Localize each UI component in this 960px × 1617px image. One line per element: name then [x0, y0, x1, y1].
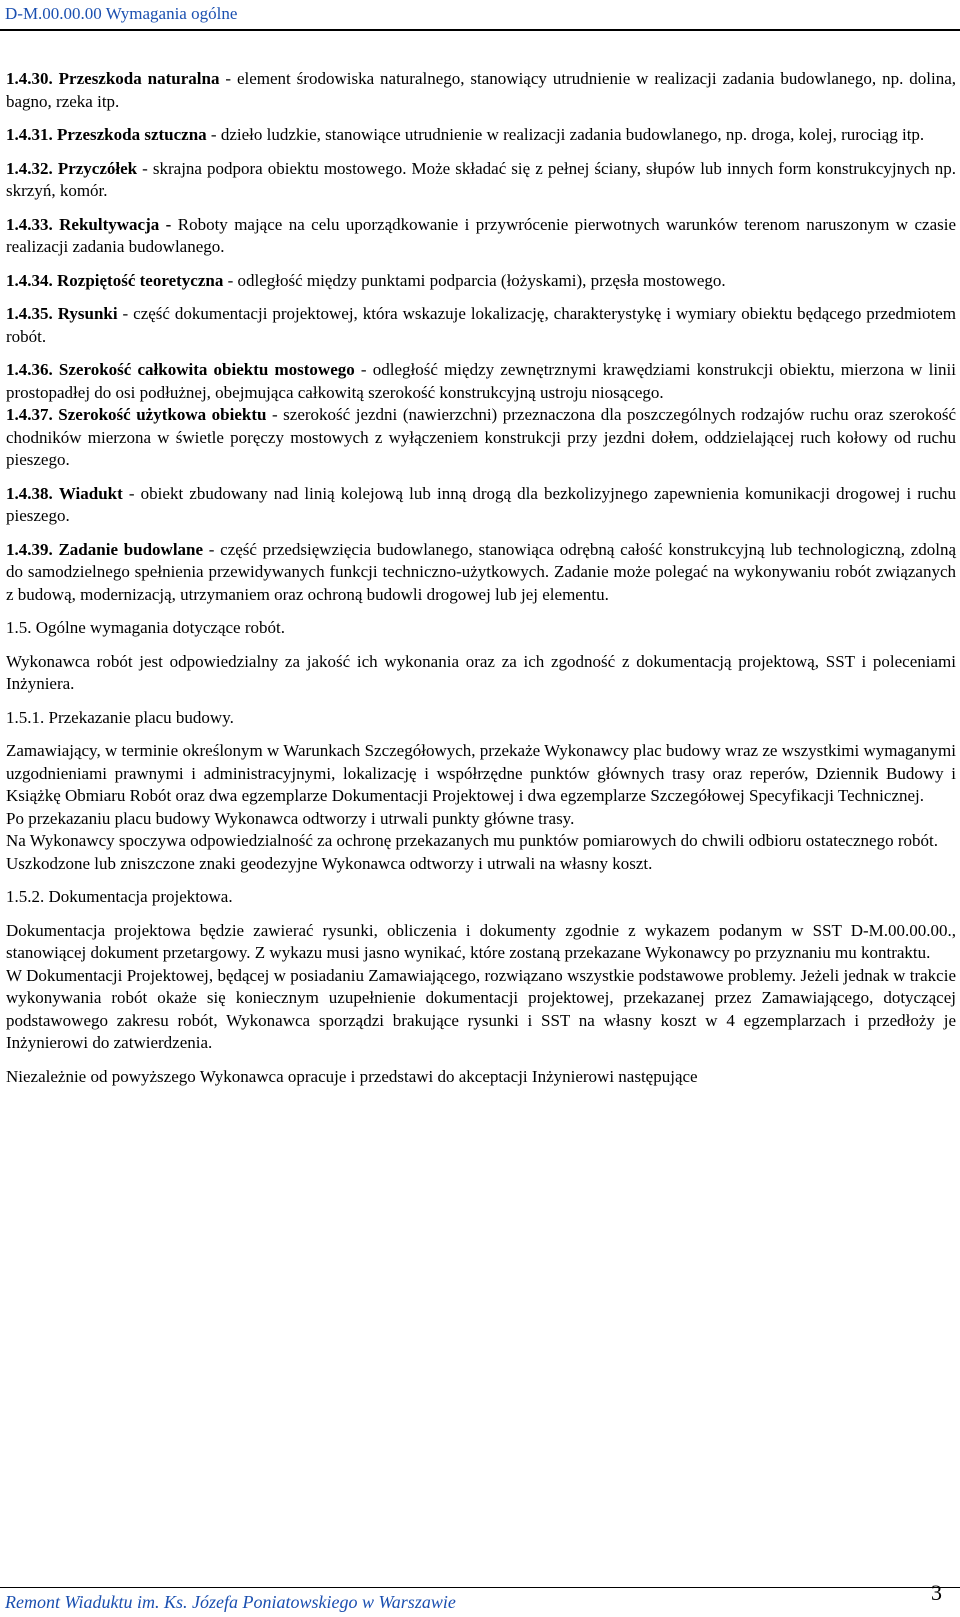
definition-text: - szerokość jezdni (nawierzchni) przeznaczona dla poszczególnych rodzajów ruchu oraz szerokość chodników mierzona w świetle poręczy mostowych z wyłączeniem konstrukcji przy jezdni dołem, oddzielającej ruch kołowy od ruchu pieszego. — [6, 405, 957, 469]
definition-term: Rekultywacja - — [59, 214, 172, 234]
definition-item — [6, 404, 956, 472]
definition-item — [6, 539, 956, 607]
definition-text: Roboty mające na celu uporządkowanie i przywrócenie pierwotnych warunków terenom naruszonym w czasie realizacji zadania budowlanego. — [6, 214, 956, 256]
definition-term: Szerokość użytkowa obiektu — [58, 405, 267, 424]
definition-item — [6, 124, 956, 147]
definition-term: Rysunki — [57, 304, 118, 323]
definition-text: - część przedsięwzięcia budowlanego, stanowiąca odrębną całość konstrukcyjną lub technologiczną, zdolną do samodzielnego spełnienia przewidywanych funkcji techniczno-użytkowych. Zadanie może polegać na wykonywaniu robót związanych z budową, modernizacją, utrzymaniem oraz ochroną budowli drogowej lub jej elementu. — [6, 539, 956, 604]
definition-number: 1.4.38. — [6, 483, 53, 503]
footer-title: Remont Wiaduktu im. Ks. Józefa Poniatowskiego w Warszawie — [5, 1592, 456, 1612]
definition-number: 1.4.39. — [6, 539, 53, 559]
definition-text: - element środowiska naturalnego, stanowiący utrudnienie w realizacji zadania budowlanego, np. dolina, bagno, rzeka itp. — [6, 69, 957, 111]
section-1-5-2-paragraph: Niezależnie od powyższego Wykonawca opracuje i przedstawi do akceptacji Inżynierowi następujące — [6, 1066, 698, 1086]
definition-number: 1.4.36. — [6, 360, 53, 379]
document-header: D-M.00.00.00 Wymagania ogólne — [5, 4, 238, 23]
definition-item — [6, 483, 956, 528]
definition-number: 1.4.37. — [6, 405, 53, 424]
section-1-5-heading: 1.5. Ogólne wymagania dotyczące robót. — [6, 618, 285, 637]
section-1-5-1-paragraph: Zamawiający, w terminie określonym w Warunkach Szczegółowych, przekaże Wykonawcy plac budowy wraz ze wszystkimi wymaganymi uzgodnieniami prawnymi i administracyjnymi, lokalizację i współrzędne punktów głównych trasy oraz reperów, Dziennik Budowy i Książkę Obmiaru Robót oraz dwa egzemplarze Dokumentacji Projektowej i dwa egzemplarze Szczegółowej Specyfikacji Technicznej. — [6, 741, 956, 805]
definition-item — [6, 214, 956, 259]
section-1-5-2-paragraph: Dokumentacja projektowa będzie zawierać rysunki, obliczenia i dokumenty zgodnie z wykazem podanym w SST D-M.00.00.00., stanowiącej dokument przetargowy. Z wykazu musi jasno wynikać, które zostaną przekazane Wykonawcy po przyznaniu mu kontraktu. — [6, 920, 956, 962]
definition-item — [6, 270, 956, 293]
page-number: 3 — [931, 1580, 942, 1605]
definition-term: Przyczółek — [57, 158, 138, 178]
definition-number: 1.4.34. — [6, 270, 53, 290]
section-1-5-2-heading: 1.5.2. Dokumentacja projektowa. — [6, 887, 233, 906]
footer-divider — [0, 1587, 960, 1588]
definition-term: Rozpiętość teoretyczna — [57, 270, 224, 290]
definition-text: - odległość między punktami podparcia (łożyskami), przęsła mostowego. — [223, 270, 726, 290]
definition-text: - odległość między zewnętrznymi krawędziami konstrukcji obiektu, mierzona w linii prostopadłej do osi podłużnej, obejmująca całkowitą szerokość konstrukcyjną ustroju niosącego. — [6, 360, 957, 402]
definition-text: - obiekt zbudowany nad linią kolejową lub inną drogą dla bezkolizyjnego zapewnienia komunikacji drogowej i ruchu pieszego. — [6, 483, 957, 525]
definition-number: 1.4.30. — [6, 69, 53, 88]
section-1-5-1-heading: 1.5.1. Przekazanie placu budowy. — [6, 707, 234, 727]
definition-term: Zadanie budowlane — [58, 539, 204, 559]
definition-item — [6, 158, 956, 203]
definition-term: Wiadukt — [58, 483, 123, 503]
section-1-5-1-paragraph: Po przekazaniu placu budowy Wykonawca odtworzy i utrwali punkty główne trasy. — [6, 808, 575, 828]
definition-term: Szerokość całkowita obiektu mostowego — [58, 360, 355, 379]
definition-text: - dzieło ludzkie, stanowiące utrudnienie w realizacji zadania budowlanego, np. droga, kolej, rurociąg itp. — [206, 125, 925, 144]
document-body — [6, 68, 956, 1099]
definition-number: 1.4.35. — [6, 304, 53, 323]
definition-item — [6, 359, 956, 404]
definition-text: - skrajna podpora obiektu mostowego. Może składać się z pełnej ściany, słupów lub innych form konstrukcyjnych np. skrzyń, komór. — [6, 158, 957, 200]
definition-item — [6, 68, 956, 113]
definition-number: 1.4.32. — [6, 158, 53, 178]
section-1-5-1-paragraph: Na Wykonawcy spoczywa odpowiedzialność za ochronę przekazanych mu punktów pomiarowych do chwili odbioru ostatecznego robót. — [6, 831, 938, 850]
definition-text: - część dokumentacji projektowej, która wskazuje lokalizację, charakterystykę i wymiary obiektu będącego przedmiotem robót. — [6, 304, 956, 346]
definition-item — [6, 303, 956, 348]
section-1-5-2-paragraph: W Dokumentacji Projektowej, będącej w posiadaniu Zamawiającego, rozwiązano wszystkie podstawowe problemy. Jeżeli jednak w trakcie wykonywania robót okaże się koniecznym uzupełnienie dokumentacji projektowej, przekazanej przez Zamawiającego, dotyczącej podstawowego zakresu robót, Wykonawca sporządzi brakujące rysunki i SST na własny koszt w 4 egzemplarzach i przedłoży je Inżynierowi do zatwierdzenia. — [6, 965, 956, 1052]
definition-term: Przeszkoda sztuczna — [57, 125, 207, 144]
definition-number: 1.4.33. — [6, 214, 53, 234]
definition-term: Przeszkoda naturalna — [58, 69, 220, 88]
header-divider — [0, 29, 960, 31]
definitions-list — [6, 68, 956, 606]
section-1-5-1-paragraph: Uszkodzone lub zniszczone znaki geodezyjne Wykonawca odtworzy i utrwali na własny koszt. — [6, 853, 653, 873]
definition-number: 1.4.31. — [6, 125, 53, 144]
section-1-5-paragraph: Wykonawca robót jest odpowiedzialny za jakość ich wykonania oraz za ich zgodność z dokumentacją projektową, SST i poleceniami Inżyniera. — [6, 651, 956, 693]
